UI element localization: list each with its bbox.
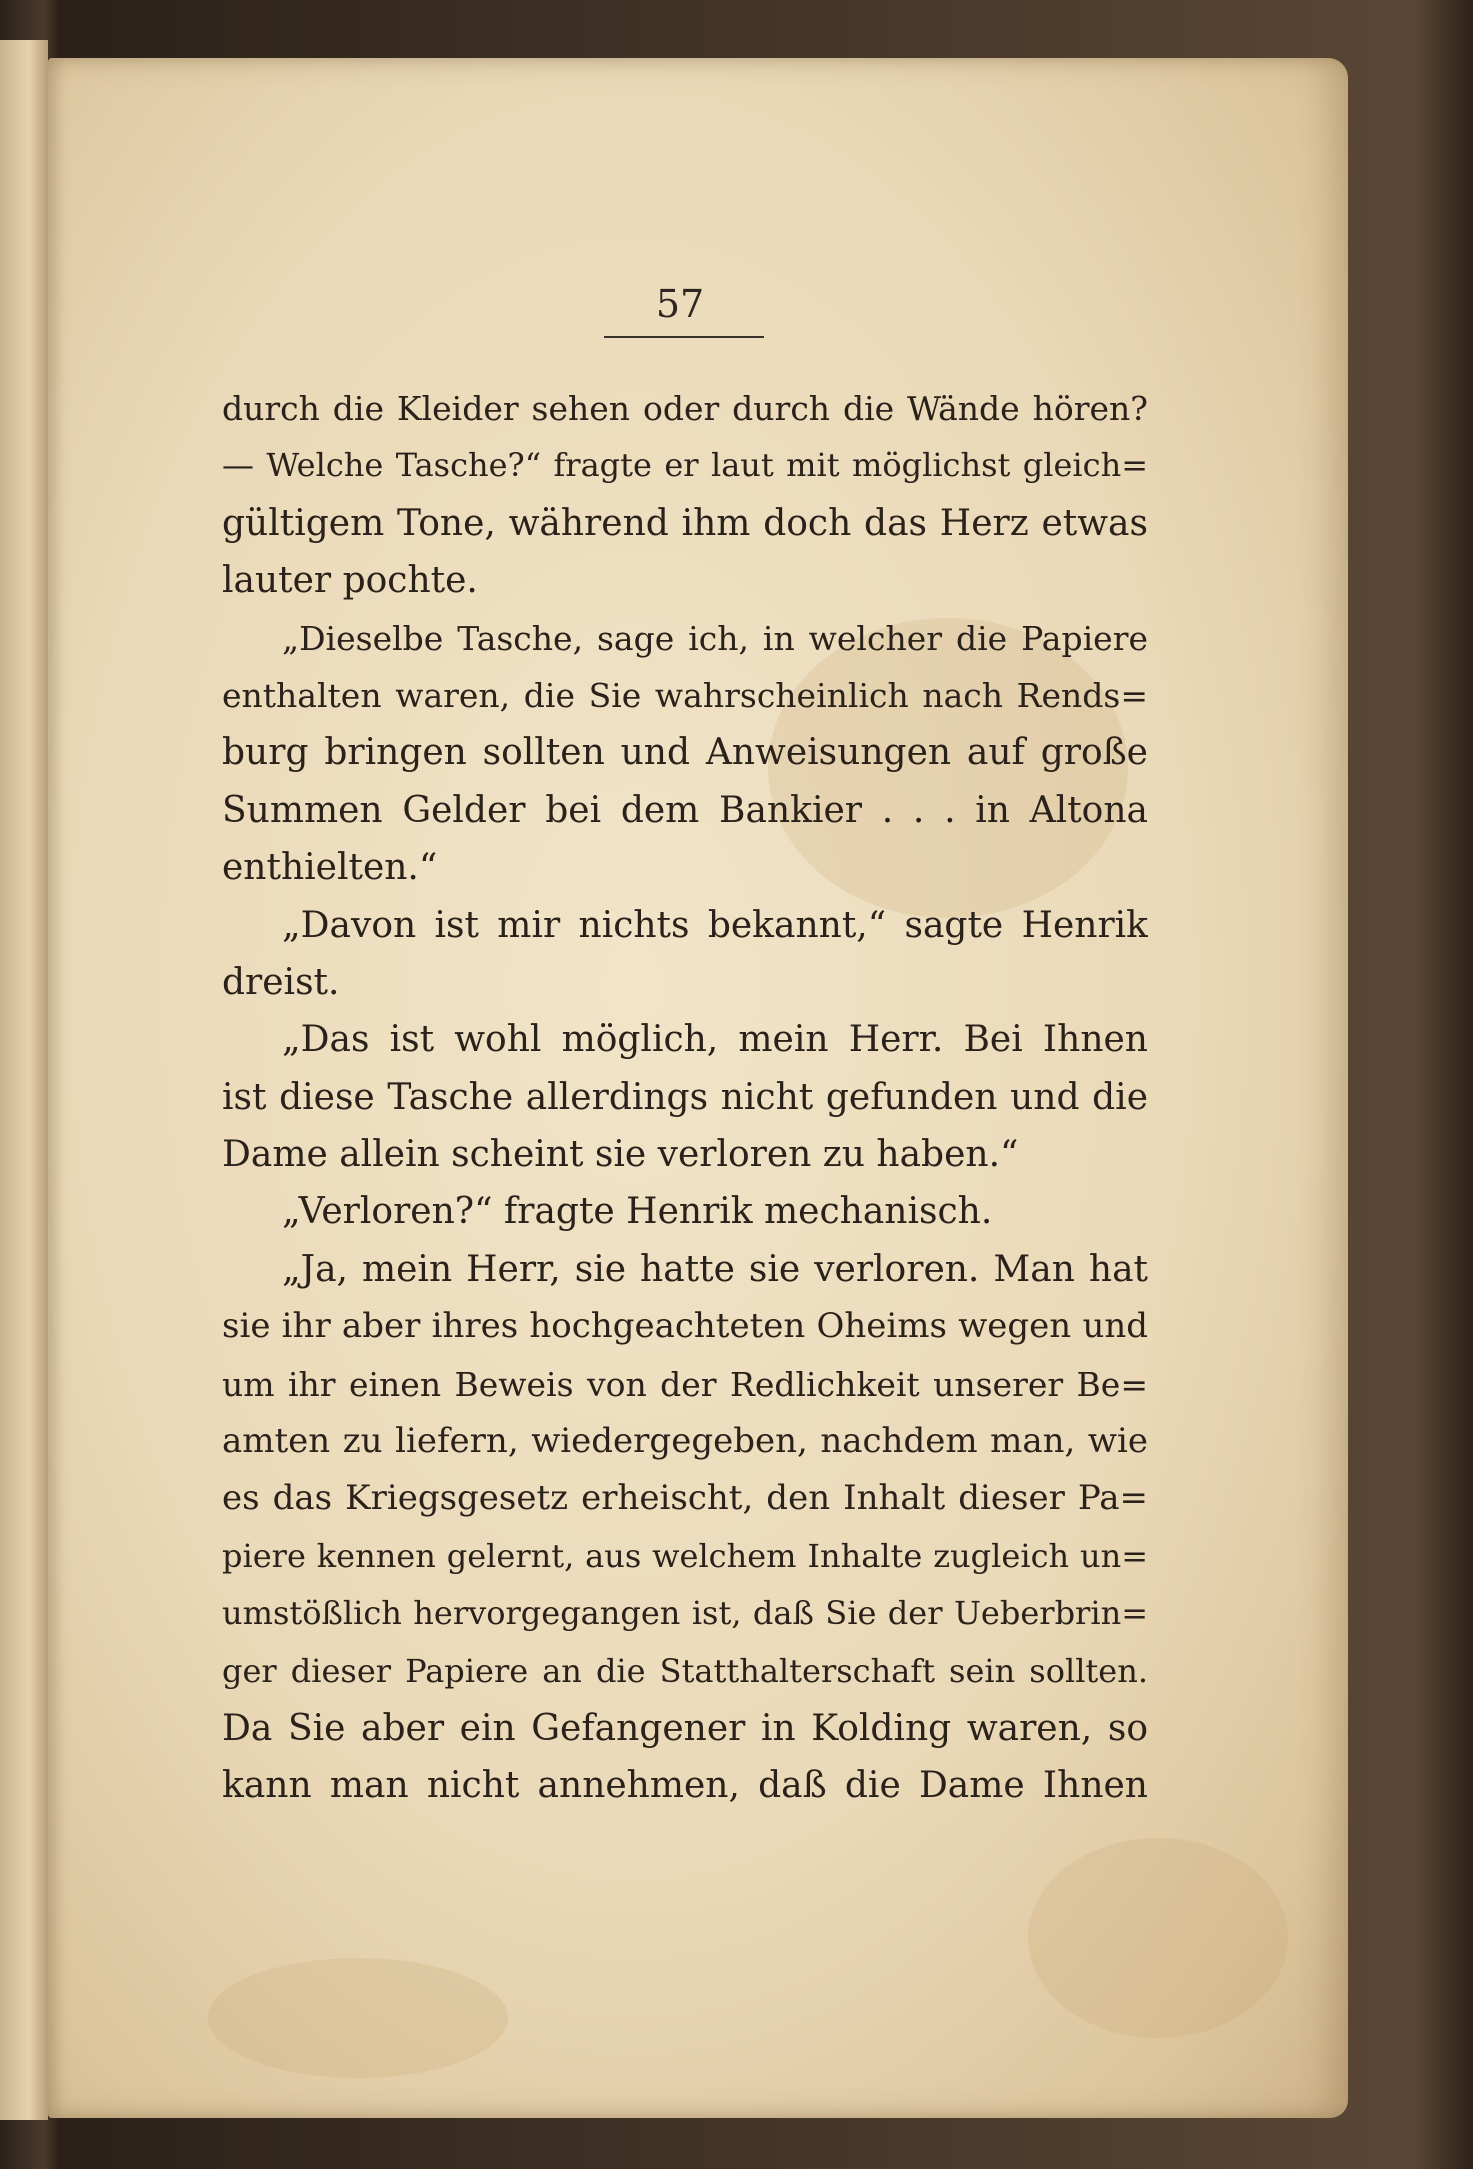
text-line: Da Sie aber ein Gefangener in Kolding waren, so: [222, 1707, 1148, 1749]
text-line: lauter pochte.: [222, 560, 478, 602]
text-line: um ihr einen Beweis von der Redlichkeit unserer Be=: [222, 1364, 1148, 1404]
text-line: piere kennen gelernt, aus welchem Inhalte zugleich un=: [222, 1536, 1148, 1575]
page-number-rule: [604, 336, 764, 338]
text-line: Dame allein scheint sie verloren zu haben.“: [222, 1134, 1019, 1176]
text-line: kann man nicht annehmen, daß die Dame Ihnen: [222, 1765, 1148, 1807]
text-line: Summen Gelder bei dem Bankier . . . in Altona: [222, 789, 1148, 831]
paper-stain: [208, 1958, 508, 2078]
text-line: gültigem Tone, während ihm doch das Herz etwas: [222, 502, 1148, 544]
body-text: [222, 380, 1148, 1815]
text-line: umstößlich hervorgegangen ist, daß Sie der Ueberbrin=: [222, 1594, 1148, 1633]
text-line: burg bringen sollten und Anweisungen auf große: [222, 732, 1148, 774]
text-line: „Davon ist mir nichts bekannt,“ sagte Henrik: [282, 904, 1148, 946]
text-line: „Dieselbe Tasche, sage ich, in welcher die Papiere: [282, 618, 1148, 658]
text-line: „Das ist wohl möglich, mein Herr. Bei Ihnen: [282, 1019, 1148, 1061]
text-line: sie ihr aber ihres hochgeachteten Oheims wegen und: [222, 1306, 1148, 1347]
text-line: enthielten.“: [222, 847, 438, 889]
text-line: „Verloren?“ fragte Henrik mechanisch.: [282, 1191, 993, 1233]
text-line: enthalten waren, die Sie wahrscheinlich nach Rends=: [222, 675, 1148, 715]
text-line: ist diese Tasche allerdings nicht gefunden und die: [222, 1076, 1148, 1118]
text-line: durch die Kleider sehen oder durch die Wände hören?: [222, 389, 1148, 428]
text-line: ger dieser Papiere an die Statthalterschaft sein sollten.: [222, 1651, 1148, 1690]
text-line: dreist.: [222, 961, 340, 1003]
page-number: 57: [655, 282, 705, 326]
text-line: amten zu liefern, wiedergegeben, nachdem man, wie: [222, 1421, 1148, 1462]
text-line: es das Kriegsgesetz erheischt, den Inhalt dieser Pa=: [222, 1478, 1148, 1519]
paper-stain: [1028, 1838, 1288, 2038]
previous-page-edge: [0, 40, 48, 2120]
text-line: „Ja, mein Herr, sie hatte sie verloren. Man hat: [282, 1248, 1148, 1290]
text-line: — Welche Tasche?“ fragte er laut mit möglichst gleich=: [222, 446, 1148, 485]
